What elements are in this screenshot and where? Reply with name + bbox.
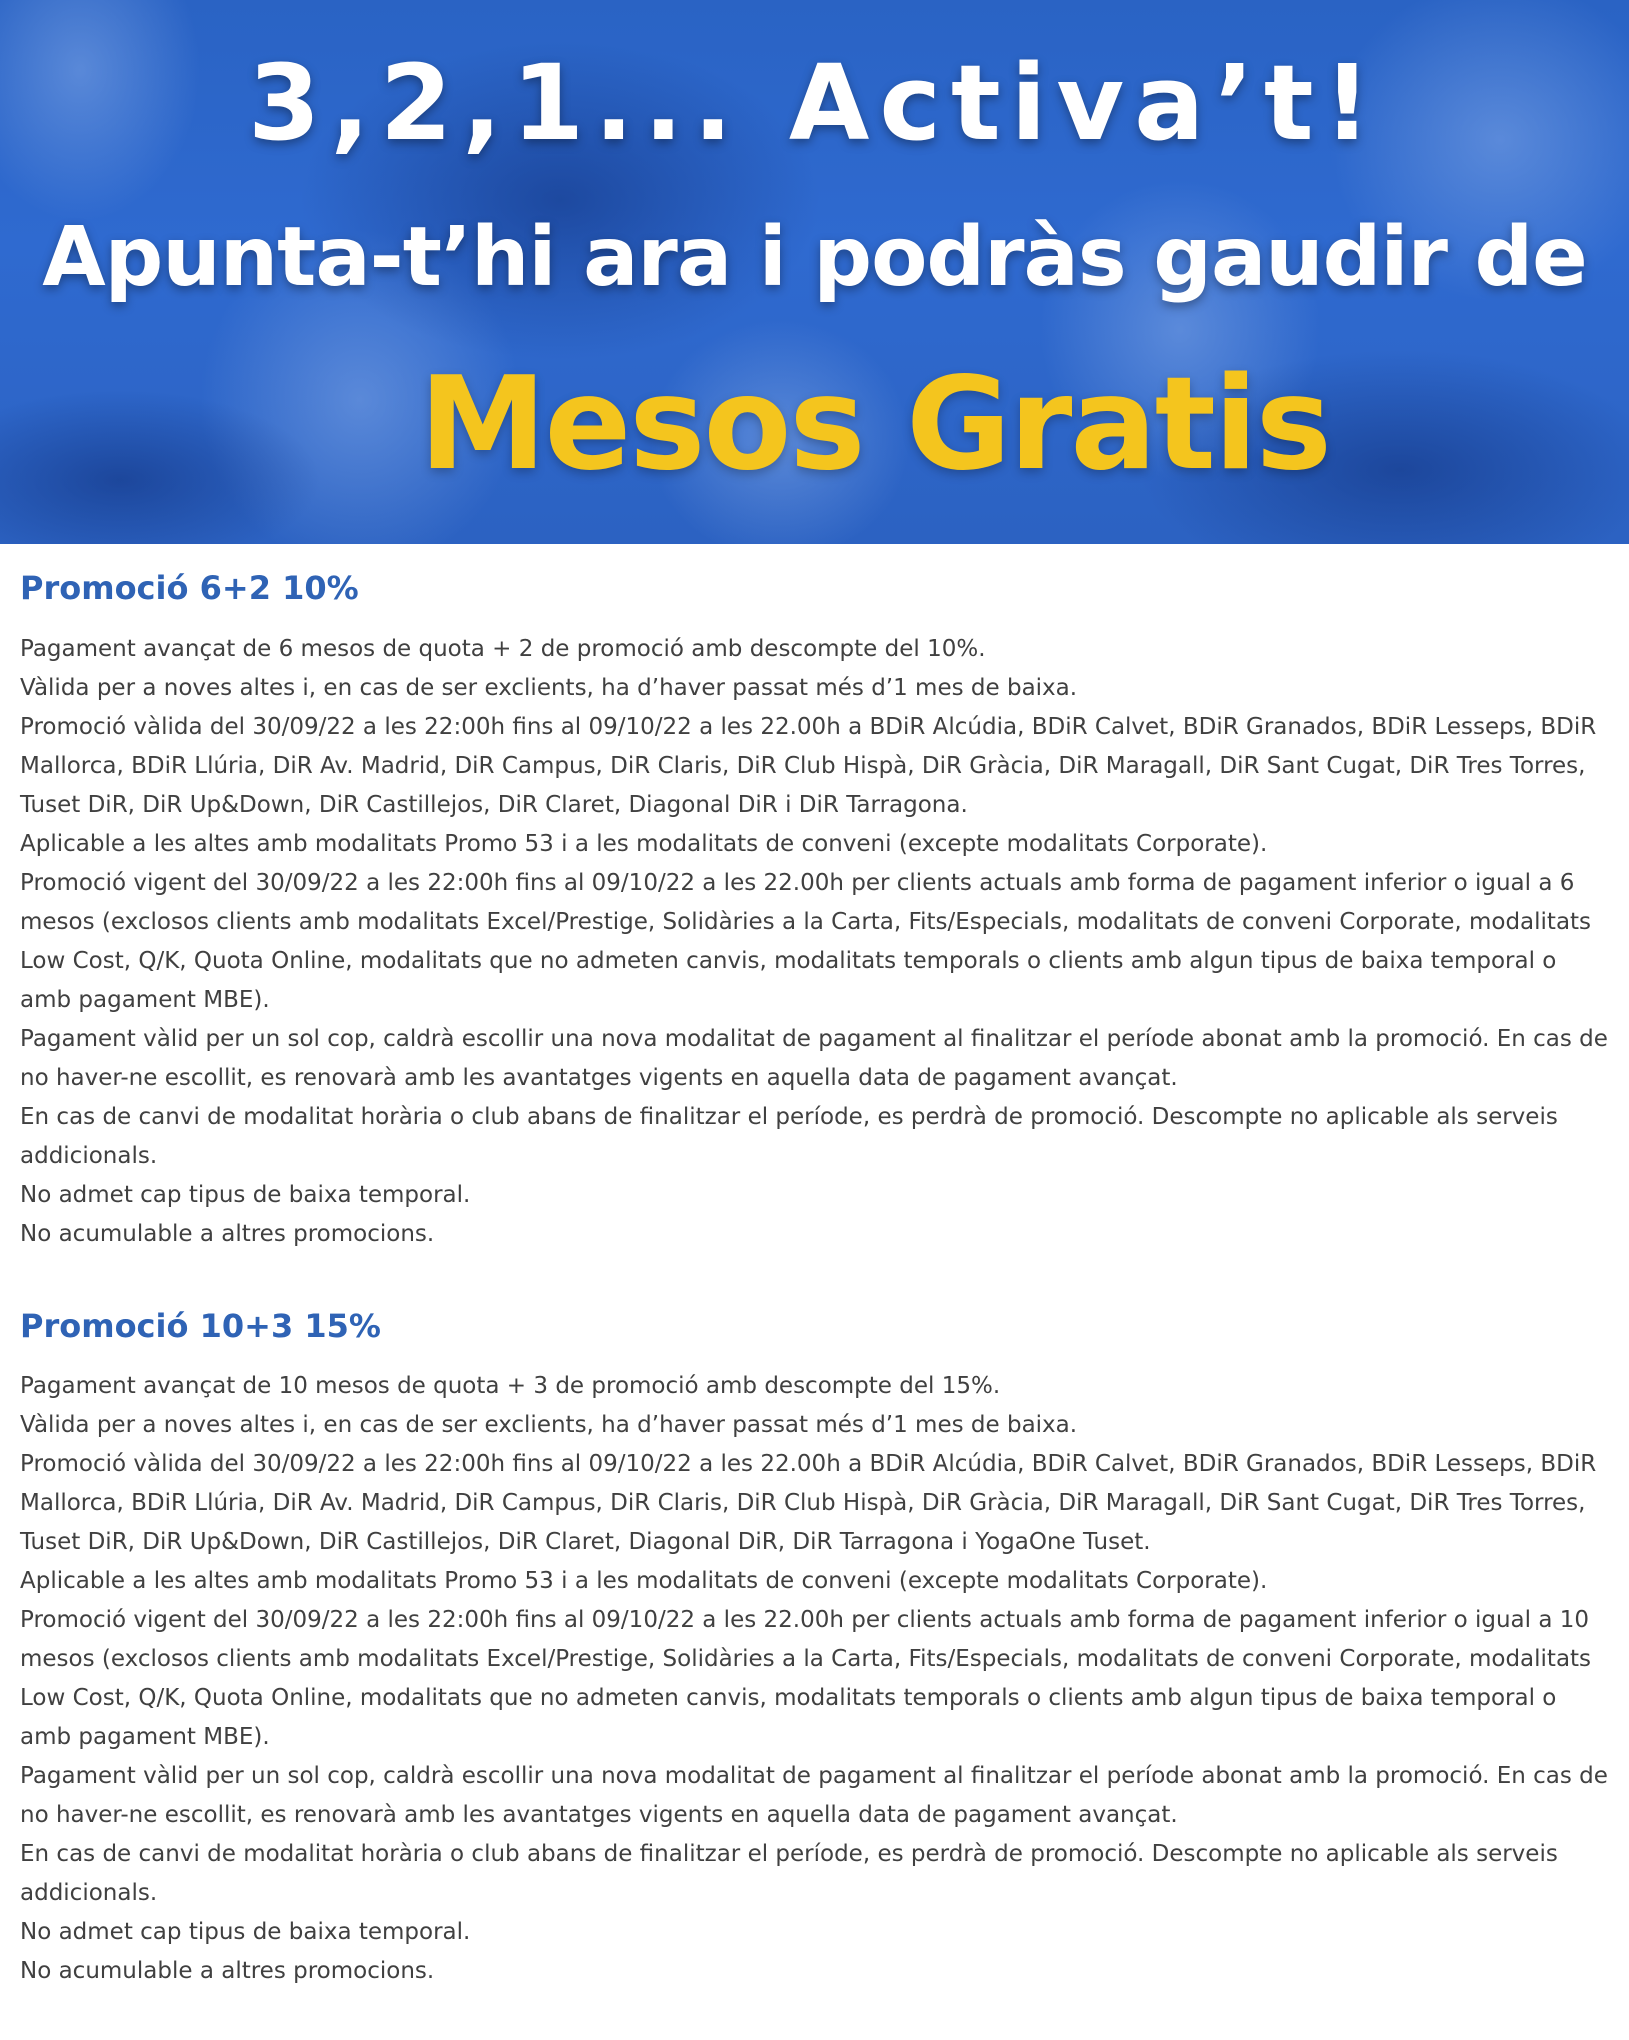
condition-line: Pagament avançat de 6 mesos de quota + 2 de promoció amb descompte del 10%. (20, 635, 986, 662)
condition-line: Promoció vigent del 30/09/22 a les 22:00h fins al 09/10/22 a les 22.00h per clients actuals amb forma de pagament inferior o igual a 6 mesos (exclosos clients amb modalitats Excel/Prestige, Solidàries a la Carta, Fits/Especials, modalitats de conveni Corporate, modalitats Low Cost, Q/K, Quota Online, modalitats que no admeten canvis, modalitats temporals o clients amb algun tipus de baixa temporal o amb pagament MBE). (20, 869, 1592, 1013)
condition-line: Promoció vigent del 30/09/22 a les 22:00h fins al 09/10/22 a les 22.00h per clients actuals amb forma de pagament inferior o igual a 10 mesos (exclosos clients amb modalitats Excel/Prestige, Solidàries a la Carta, Fits/Especials, modalitats de conveni Corporate, modalitats Low Cost, Q/K, Quota Online, modalitats que no admeten canvis, modalitats temporals o clients amb algun tipus de baixa temporal o amb pagament MBE). (20, 1607, 1592, 1751)
promotion-conditions (20, 1367, 1609, 1991)
condition-line: Promoció vàlida del 30/09/22 a les 22:00h fins al 09/10/22 a les 22.00h a BDiR Alcúdia, BDiR Calvet, BDiR Granados, BDiR Lesseps, BDiR Mallorca, BDiR Llúria, DiR Av. Madrid, DiR Campus, DiR Claris, DiR Club Hispà, DiR Gràcia, DiR Maragall, DiR Sant Cugat, DiR Tres Torres, Tuset DiR, DiR Up&Down, DiR Castillejos, DiR Claret, Diagonal DiR i DiR Tarragona. (20, 713, 1597, 818)
condition-line: Pagament vàlid per un sol cop, caldrà escollir una nova modalitat de pagament al finalitzar el període abonat amb la promoció. En cas de no haver-ne escollit, es renovarà amb les avantatges vigents en aquella data de pagament avançat. (20, 1763, 1608, 1829)
condition-line: En cas de canvi de modalitat horària o club abans de finalitzar el període, es perdrà de promoció. Descompte no aplicable als serveis addicionals. (20, 1103, 1558, 1169)
condition-line: Aplicable a les altes amb modalitats Promo 53 i a les modalitats de conveni (excepte modalitats Corporate). (20, 1568, 1268, 1595)
banner-title: 3,2,1... Activa’t! (248, 42, 1381, 164)
condition-line: Vàlida per a noves altes i, en cas de ser exclients, ha d’haver passat més d’1 mes de baixa. (20, 1412, 1078, 1439)
condition-line: Vàlida per a noves altes i, en cas de ser exclients, ha d’haver passat més d’1 mes de baixa. (20, 674, 1078, 701)
banner-highlight: Mesos Gratis (419, 350, 1330, 499)
promotion-6-2 (20, 568, 1609, 1254)
promotion-conditions (20, 630, 1609, 1254)
condition-line: No acumulable a altres promocions. (20, 1220, 435, 1247)
condition-line: Pagament vàlid per un sol cop, caldrà escollir una nova modalitat de pagament al finalitzar el període abonat amb la promoció. En cas de no haver-ne escollit, es renovarà amb les avantatges vigents en aquella data de pagament avançat. (20, 1025, 1608, 1091)
condition-line: No acumulable a altres promocions. (20, 1958, 435, 1985)
condition-line: Aplicable a les altes amb modalitats Promo 53 i a les modalitats de conveni (excepte modalitats Corporate). (20, 830, 1268, 857)
banner-subtitle: Apunta-t’hi ara i podràs gaudir de (42, 210, 1587, 305)
condition-line: En cas de canvi de modalitat horària o club abans de finalitzar el període, es perdrà de promoció. Descompte no aplicable als serveis addicionals. (20, 1841, 1558, 1907)
promotion-10-3 (20, 1306, 1609, 1992)
promotion-title: Promoció 10+3 15% (20, 1306, 381, 1345)
condition-line: No admet cap tipus de baixa temporal. (20, 1181, 471, 1208)
promo-banner (0, 0, 1629, 544)
condition-line: Pagament avançat de 10 mesos de quota + 3 de promoció amb descompte del 15%. (20, 1373, 1001, 1400)
condition-line: No admet cap tipus de baixa temporal. (20, 1919, 471, 1946)
promotions-content (0, 544, 1629, 1991)
promotion-title: Promoció 6+2 10% (20, 569, 359, 607)
condition-line: Promoció vàlida del 30/09/22 a les 22:00h fins al 09/10/22 a les 22.00h a BDiR Alcúdia, BDiR Calvet, BDiR Granados, BDiR Lesseps, BDiR Mallorca, BDiR Llúria, DiR Av. Madrid, DiR Campus, DiR Claris, DiR Club Hispà, DiR Gràcia, DiR Maragall, DiR Sant Cugat, DiR Tres Torres, Tuset DiR, DiR Up&Down, DiR Castillejos, DiR Claret, Diagonal DiR, DiR Tarragona i YogaOne Tuset. (20, 1451, 1597, 1556)
